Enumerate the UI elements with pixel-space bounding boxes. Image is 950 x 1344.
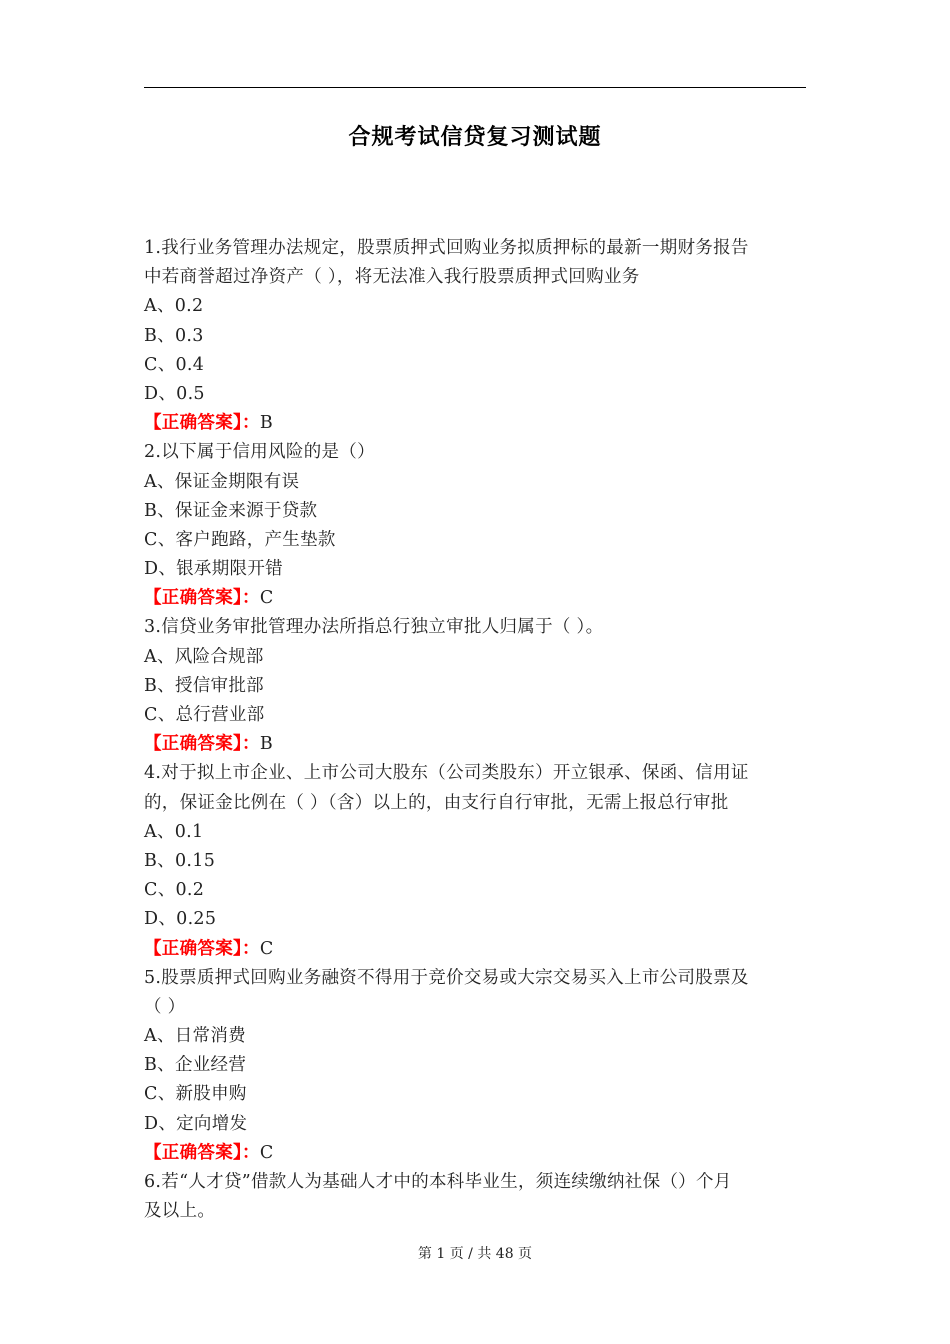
answer-value: C (259, 588, 274, 609)
option-b: B、0.15 (144, 850, 216, 871)
question-item (144, 964, 804, 1168)
option-a: A、0.2 (144, 296, 204, 317)
question-stem: 及以上。 (144, 1201, 216, 1222)
question-item (144, 1168, 804, 1226)
question-item (144, 613, 804, 759)
answer-line (144, 730, 804, 759)
answer-label: 【正确答案】： (144, 938, 260, 959)
question-list (144, 234, 804, 1226)
option-a: A、日常消费 (144, 1026, 246, 1047)
answer-label: 【正确答案】： (144, 588, 260, 609)
answer-line (144, 409, 804, 438)
answer-value: C (259, 938, 274, 959)
question-stem: 的，保证金比例在（ ）（含）以上的，由支行自行审批，无需上报总行审批 (144, 792, 729, 813)
question-item (144, 234, 804, 438)
answer-label: 【正确答案】： (144, 1142, 260, 1163)
question-item (144, 438, 804, 613)
option-c: C、0.2 (144, 880, 205, 901)
option-b: B、保证金来源于贷款 (144, 500, 318, 521)
question-stem: 2.以下属于信用风险的是（） (144, 442, 375, 463)
question-stem: 4.对于拟上市企业、上市公司大股东（公司类股东）开立银承、保函、信用证 (144, 763, 749, 784)
option-d: D、定向增发 (144, 1113, 248, 1134)
option-c: C、0.4 (144, 354, 205, 375)
option-d: D、0.25 (144, 909, 217, 930)
question-stem: （ ） (144, 996, 186, 1017)
option-b: B、企业经营 (144, 1055, 247, 1076)
answer-line (144, 935, 804, 964)
page-footer: 第 1 页 / 共 48 页 (417, 1246, 533, 1262)
answer-value: C (259, 1142, 274, 1163)
header-rule (144, 87, 806, 88)
question-stem: 5.股票质押式回购业务融资不得用于竞价交易或大宗交易买入上市公司股票及 (144, 967, 749, 988)
answer-label: 【正确答案】： (144, 413, 260, 434)
question-stem: 6.若“人才贷”借款人为基础人才中的本科毕业生，须连续缴纳社保（）个月 (144, 1172, 732, 1192)
question-stem: 3.信贷业务审批管理办法所指总行独立审批人归属于（ ）。 (144, 617, 604, 638)
option-b: B、授信审批部 (144, 675, 264, 696)
option-a: A、0.1 (144, 821, 204, 842)
option-a: A、保证金期限有误 (144, 471, 300, 492)
answer-line (144, 1139, 804, 1168)
question-item (144, 759, 804, 963)
option-d: D、银承期限开错 (144, 559, 283, 580)
answer-value: B (259, 734, 274, 755)
question-stem: 中若商誉超过净资产（ ），将无法准入我行股票质押式回购业务 (144, 267, 640, 288)
option-a: A、风险合规部 (144, 646, 264, 667)
option-c: C、客户跑路，产生垫款 (144, 529, 336, 550)
answer-value: B (259, 413, 274, 434)
question-stem: 1.我行业务管理办法规定，股票质押式回购业务拟质押标的最新一期财务报告 (144, 238, 749, 258)
answer-line (144, 584, 804, 613)
answer-label: 【正确答案】： (144, 734, 260, 755)
option-c: C、新股申购 (144, 1084, 247, 1105)
option-d: D、0.5 (144, 383, 205, 404)
document-title: 合规考试信贷复习测试题 (348, 125, 602, 150)
option-b: B、0.3 (144, 325, 204, 346)
option-c: C、总行营业部 (144, 705, 265, 725)
